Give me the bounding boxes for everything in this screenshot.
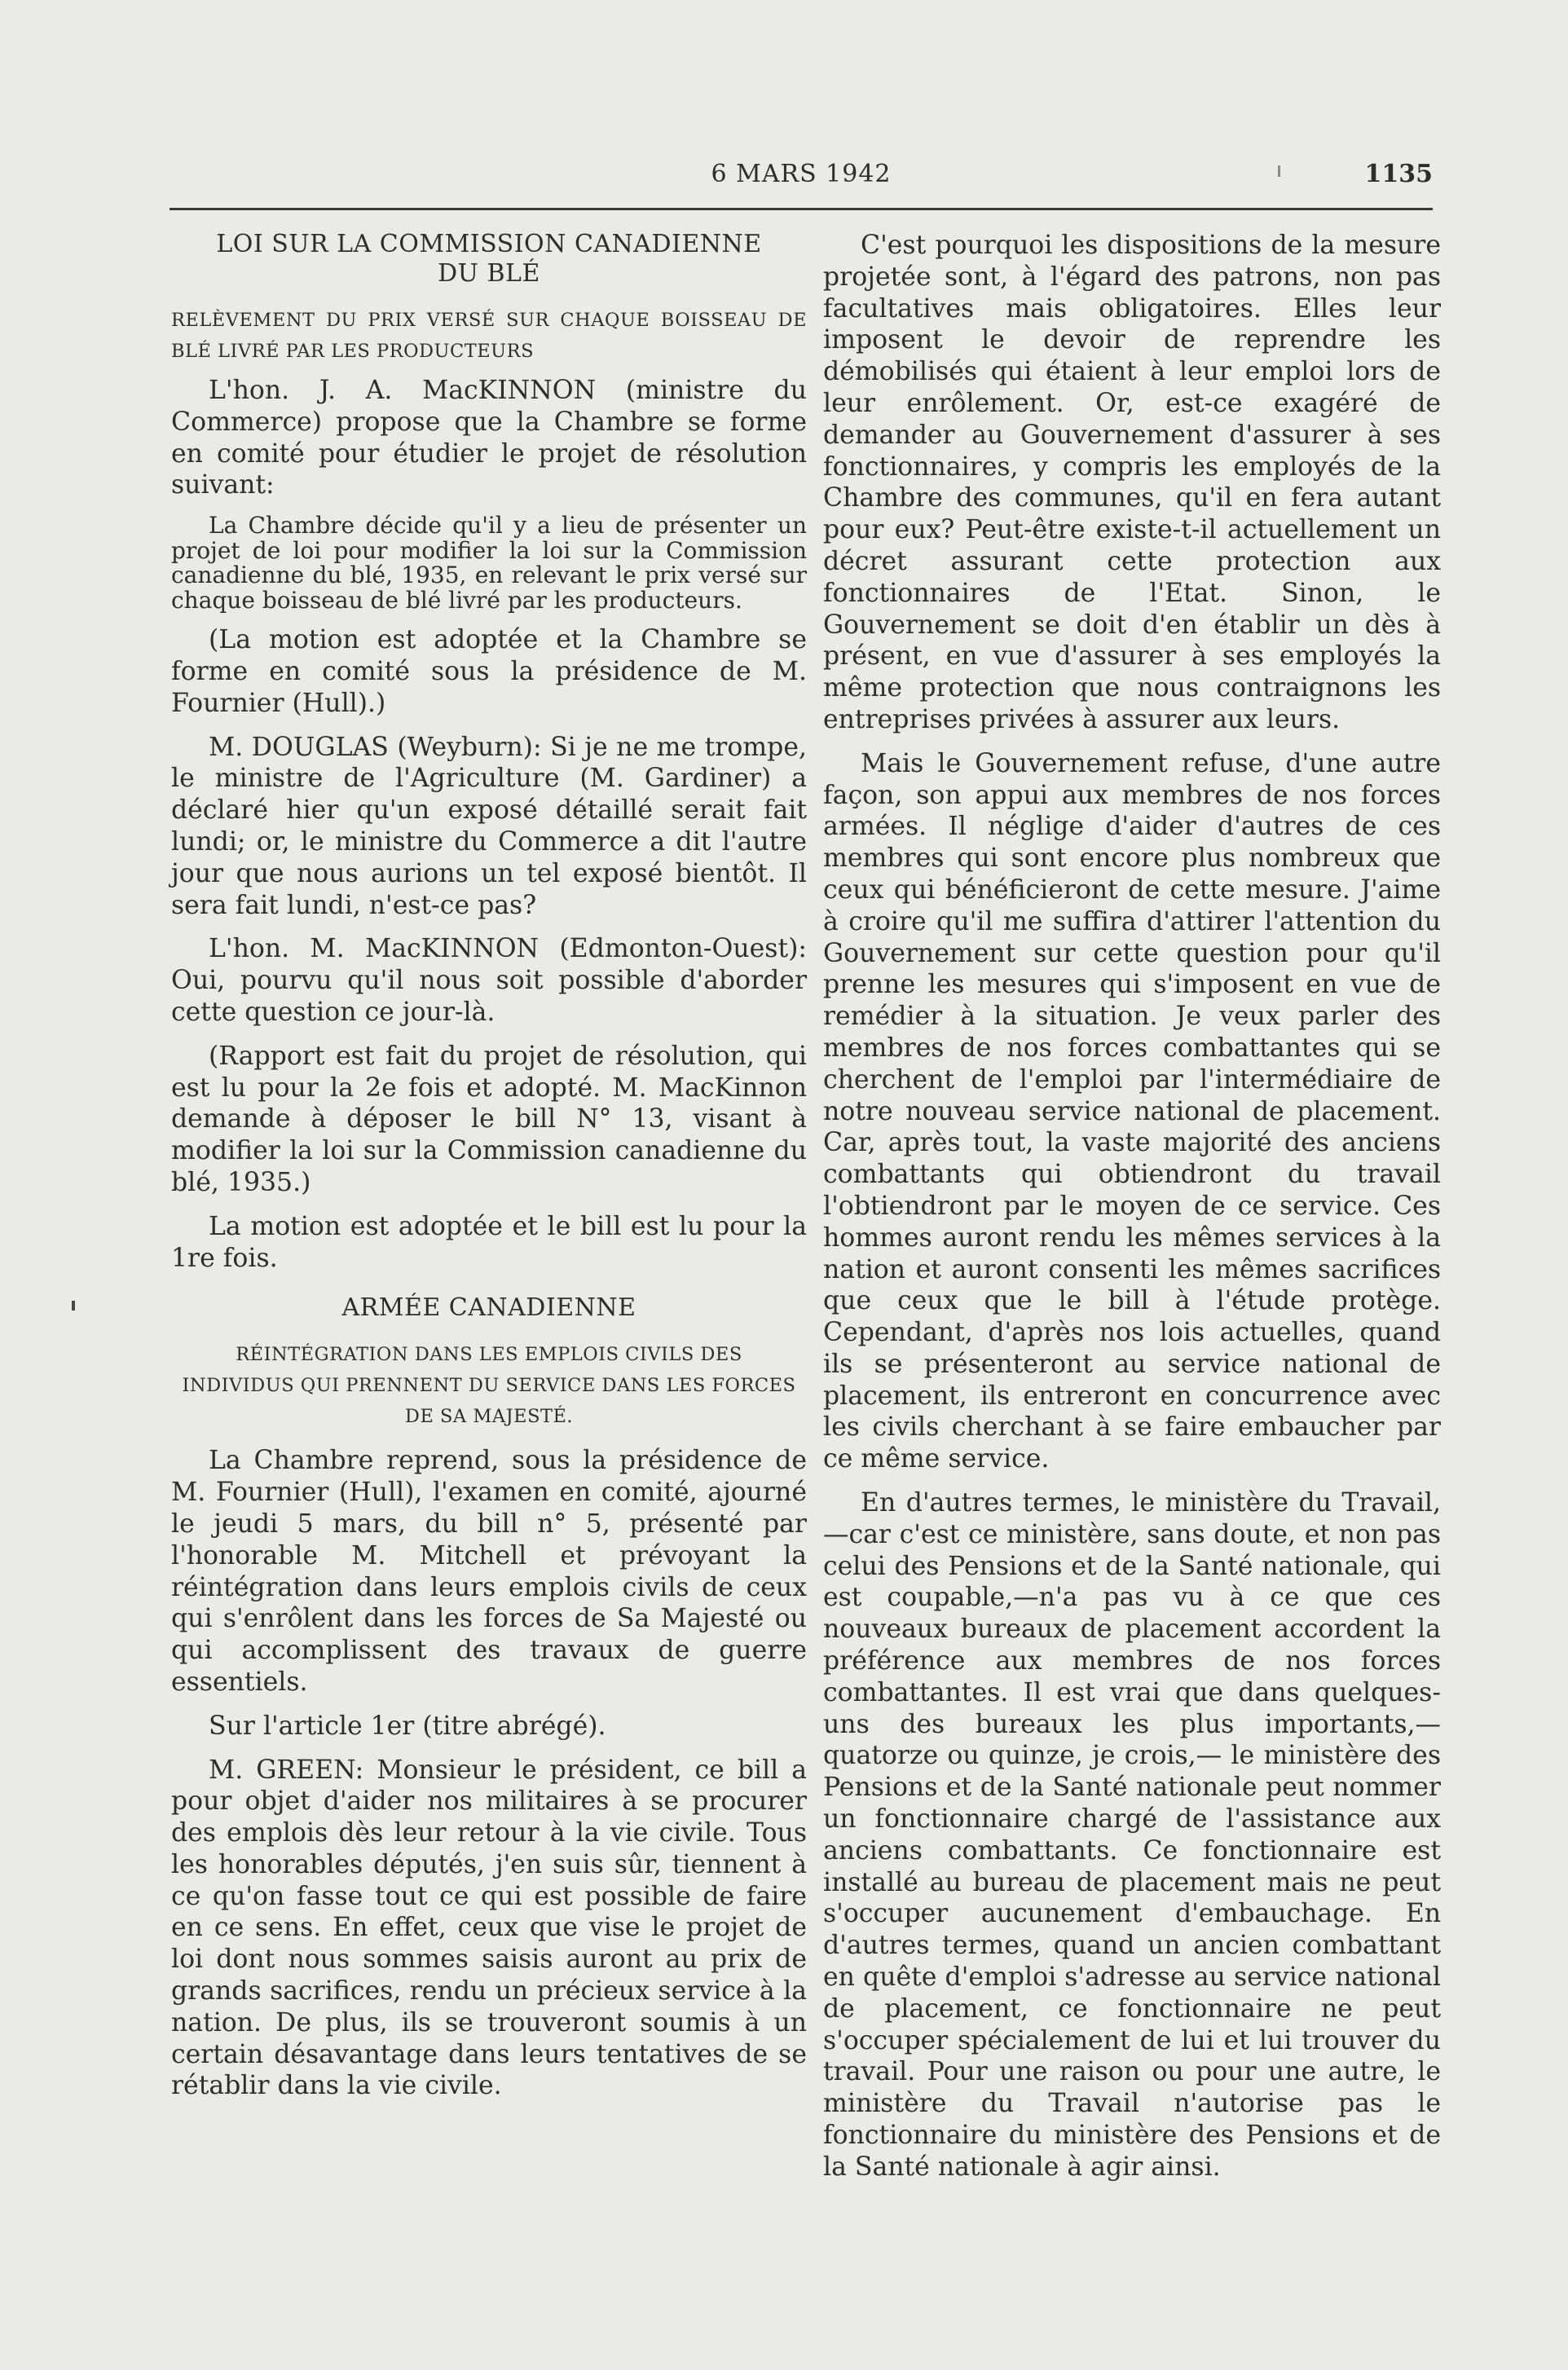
paragraph: (La motion est adoptée et la Chambre se forme en comité sous la présidence de M. Fournier (Hull).) bbox=[171, 625, 807, 718]
paragraph: L'hon. J. A. MacKINNON (ministre du Commerce) propose que la Chambre se forme en comité pour étudier le projet de résolution suivant: bbox=[171, 376, 807, 500]
subheading-reinstatement: RÉINTÉGRATION DANS LES EMPLOIS CIVILS DES INDIVIDUS QUI PRENNENT DU SERVICE DANS LES FORCES DE SA MAJESTÉ. bbox=[182, 1344, 796, 1428]
paragraph: La motion est adoptée et le bill est lu pour la 1re fois. bbox=[171, 1211, 807, 1273]
paragraph: En d'autres termes, le ministère du Travail, —car c'est ce ministère, sans doute, et non pas celui des Pensions et de la Santé nationale, qui est coupable,—n'a pas vu à ce que ces nouveaux bureaux de placement accordent la préférence aux membres de nos forces combattantes. Il est vrai que dans quelques-uns des bureaux les plus importants,—quatorze ou quinze, je crois,— le ministère des Pensions et de la Santé nationale peut nommer un fonctionnaire chargé de l'assistance aux anciens combattants. Ce fonctionnaire est installé au bureau de placement mais ne peut s'occuper aucunement d'embauchage. En d'autres termes, quand un ancien combattant en quête d'emploi s'adresse au service national de placement, ce fonctionnaire ne peut s'occuper spécialement de lui et lui trouver du travail. Pour une raison ou pour une autre, le ministère du Travail n'autorise pas le fonctionnaire du ministère des Pensions et de la Santé nationale à agir ainsi. bbox=[823, 1488, 1441, 2182]
paragraph: La Chambre reprend, sous la présidence de M. Fournier (Hull), l'examen en comité, ajourné le jeudi 5 mars, du bill n° 5, présenté par l'honorable M. Mitchell et prévoyant la réintégration dans leurs emplois civils de ceux qui s'enrôlent dans les forces de Sa Majesté ou qui accomplissent des travaux de guerre essentiels. bbox=[171, 1446, 807, 1697]
header-rule bbox=[170, 208, 1433, 210]
section-heading-army: ARMÉE CANADIENNE bbox=[341, 1293, 636, 1323]
left-column bbox=[171, 230, 807, 2114]
paragraph: M. DOUGLAS (Weyburn): Si je ne me trompe, le ministre de l'Agriculture (M. Gardiner) a déclaré hier qu'un exposé détaillé serait fait lundi; or, le ministre du Commerce a dit l'autre jour que nous aurions un tel exposé bientôt. Il sera fait lundi, n'est-ce pas? bbox=[171, 732, 807, 920]
paragraph: Sur l'article 1er (titre abrégé). bbox=[209, 1711, 606, 1741]
paragraph: C'est pourquoi les dispositions de la mesure projetée sont, à l'égard des patrons, non pas facultatives mais obligatoires. Elles leur imposent le devoir de reprendre les démobilisés qui étaient à leur emploi lors de leur enrôlement. Or, est-ce exagéré de demander au Gouvernement d'assurer à ses fonctionnaires, y compris les employés de la Chambre des communes, qu'il en fera autant pour eux? Peut-être existe-t-il actuellement un décret assurant cette protection aux fonctionnaires de l'Etat. Sinon, le Gouvernement se doit d'en établir un dès à présent, en vue d'assurer à ses employés la même protection que nous contraignons les entreprises privées à assurer aux leurs. bbox=[823, 231, 1441, 734]
header-date: 6 MARS 1942 bbox=[711, 160, 892, 188]
section-heading-wheat: LOI SUR LA COMMISSION CANADIENNE DU BLÉ bbox=[216, 230, 762, 288]
scan-mark bbox=[1278, 165, 1280, 177]
page-header bbox=[170, 153, 1433, 209]
margin-mark bbox=[72, 1301, 75, 1311]
paragraph: (Rapport est fait du projet de résolution, qui est lu pour la 2e fois et adopté. M. MacKinnon demande à déposer le bill N° 13, visant à modifier la loi sur la Commission canadienne du blé, 1935.) bbox=[171, 1041, 807, 1197]
resolution-quote: La Chambre décide qu'il y a lieu de présenter un projet de loi pour modifier la loi sur la Commission canadienne du blé, 1935, en relevant le prix versé sur chaque boisseau de blé livré par les producteurs. bbox=[171, 512, 807, 614]
page-number: 1135 bbox=[1364, 160, 1433, 188]
paragraph: Mais le Gouvernement refuse, d'une autre façon, son appui aux membres de nos forces armées. Il néglige d'aider d'autres de ces membres qui sont encore plus nombreux que ceux qui bénéficieront de cette mesure. J'aime à croire qu'il me suffira d'attirer l'attention du Gouvernement sur cette question pour qu'il prenne les mesures qui s'imposent en vue de remédier à la situation. Je veux parler des membres de nos forces combattantes qui se cherchent de l'emploi par l'intermédiaire de notre nouveau service national de placement. Car, après tout, la vaste majorité des anciens combattants qui obtiendront du travail l'obtiendront par le moyen de ce service. Ces hommes auront rendu les mêmes services à la nation et auront consenti les mêmes sacrifices que ceux que le bill à l'étude protège. Cependant, d'après nos lois actuelles, quand ils se présenteront au service national de placement, ils entreront en concurrence avec les civils cherchant à se faire embaucher par ce même service. bbox=[823, 748, 1441, 1474]
right-column bbox=[823, 230, 1441, 2196]
paragraph: L'hon. M. MacKINNON (Edmonton-Ouest): Oui, pourvu qu'il nous soit possible d'aborder cette question ce jour-là. bbox=[171, 934, 807, 1027]
paragraph: M. GREEN: Monsieur le président, ce bill a pour objet d'aider nos militaires à se procurer des emplois dès leur retour à la vie civile. Tous les honorables députés, j'en suis sûr, tiennent à ce qu'on fasse tout ce qui est possible de faire en ce sens. En effet, ceux que vise le projet de loi dont nous sommes saisis auront au prix de grands sacrifices, rendu un précieux service à la nation. De plus, ils se trouveront soumis à un certain désavantage dans leurs tentatives de se rétablir dans la vie civile. bbox=[171, 1755, 807, 2101]
subheading-price-increase: RELÈVEMENT DU PRIX VERSÉ SUR CHAQUE BOISSEAU DE BLÉ LIVRÉ PAR LES PRODUCTEURS bbox=[171, 310, 807, 362]
